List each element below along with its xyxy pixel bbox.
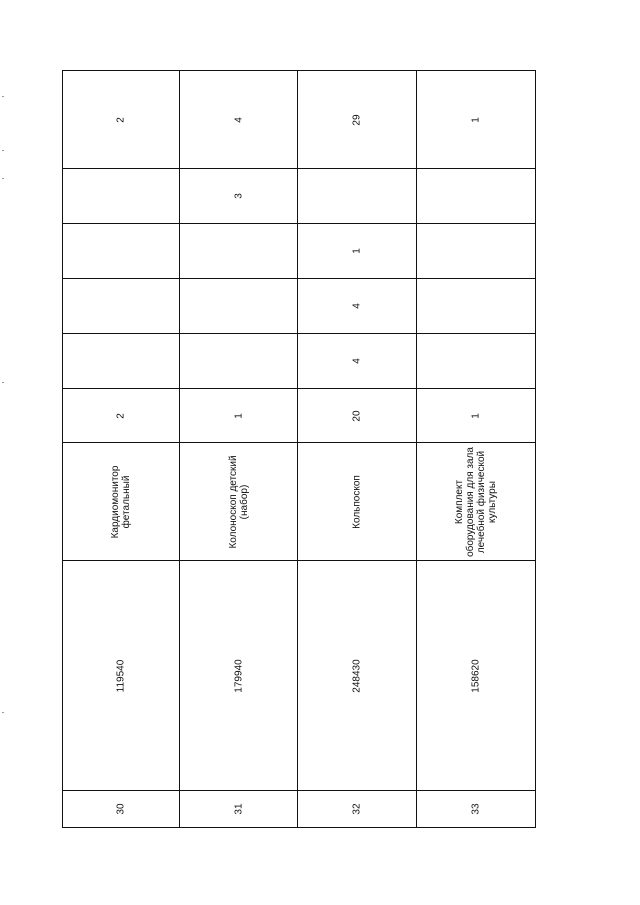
value-cell (417, 389, 535, 443)
value-cell (63, 279, 179, 334)
row-number: 31 (233, 803, 244, 815)
row-number: 30 (115, 803, 127, 815)
value-cell (417, 334, 535, 389)
cell-value: 20 (351, 409, 363, 422)
total-value: 29 (351, 113, 363, 126)
table-row (417, 70, 536, 828)
cell-value: 3 (233, 193, 244, 199)
scan-mark (2, 150, 4, 151)
scan-mark (2, 178, 4, 179)
item-code: 158620 (470, 658, 482, 693)
name-cell (298, 443, 416, 561)
value-cell (180, 334, 297, 389)
name-cell (63, 443, 179, 561)
total-value: 1 (470, 116, 482, 123)
row-number-cell (298, 791, 416, 827)
value-cell (180, 169, 297, 224)
table-row (62, 70, 180, 828)
value-cell (180, 279, 297, 334)
value-cell (298, 169, 416, 224)
name-cell (180, 443, 297, 561)
total-value: 2 (115, 116, 127, 123)
table-row (180, 70, 298, 828)
scan-mark (2, 382, 4, 383)
value-cell (417, 169, 535, 224)
total-cell (298, 71, 416, 169)
scan-mark (2, 96, 4, 97)
name-cell (417, 443, 535, 561)
item-code: 179940 (233, 658, 244, 693)
cell-value: 1 (233, 412, 244, 419)
row-number: 32 (351, 803, 363, 815)
value-cell (298, 279, 416, 334)
total-cell (417, 71, 535, 169)
item-code: 248430 (351, 658, 363, 693)
row-number-cell (417, 791, 535, 827)
value-cell (63, 389, 179, 443)
value-cell (417, 224, 535, 279)
total-cell (180, 71, 297, 169)
cell-value: 1 (351, 248, 363, 254)
cell-value: 2 (115, 412, 127, 419)
value-cell (298, 389, 416, 443)
code-cell (63, 561, 179, 791)
item-name: Кардиомонитор фетальный (110, 465, 132, 538)
code-cell (180, 561, 297, 791)
value-cell (63, 334, 179, 389)
total-cell (63, 71, 179, 169)
value-cell (180, 224, 297, 279)
table-row (298, 70, 417, 828)
item-name: Кольпоскоп (351, 474, 363, 529)
item-code: 119540 (115, 659, 127, 692)
cell-value: 1 (470, 412, 482, 419)
cell-value: 4 (351, 358, 363, 364)
cell-value: 4 (351, 303, 363, 309)
row-number-cell (63, 791, 179, 827)
row-number: 33 (470, 803, 482, 815)
item-name: Комплект оборудования для зала лечебной физической культуры (454, 446, 498, 557)
code-cell (298, 561, 416, 791)
row-number-cell (180, 791, 297, 827)
item-name: Колоноскоп детский (набор) (227, 454, 250, 549)
value-cell (63, 224, 179, 279)
value-cell (63, 169, 179, 224)
scan-mark (2, 712, 4, 713)
value-cell (180, 389, 297, 443)
value-cell (298, 334, 416, 389)
code-cell (417, 561, 535, 791)
value-cell (298, 224, 416, 279)
total-value: 4 (233, 116, 244, 123)
value-cell (417, 279, 535, 334)
